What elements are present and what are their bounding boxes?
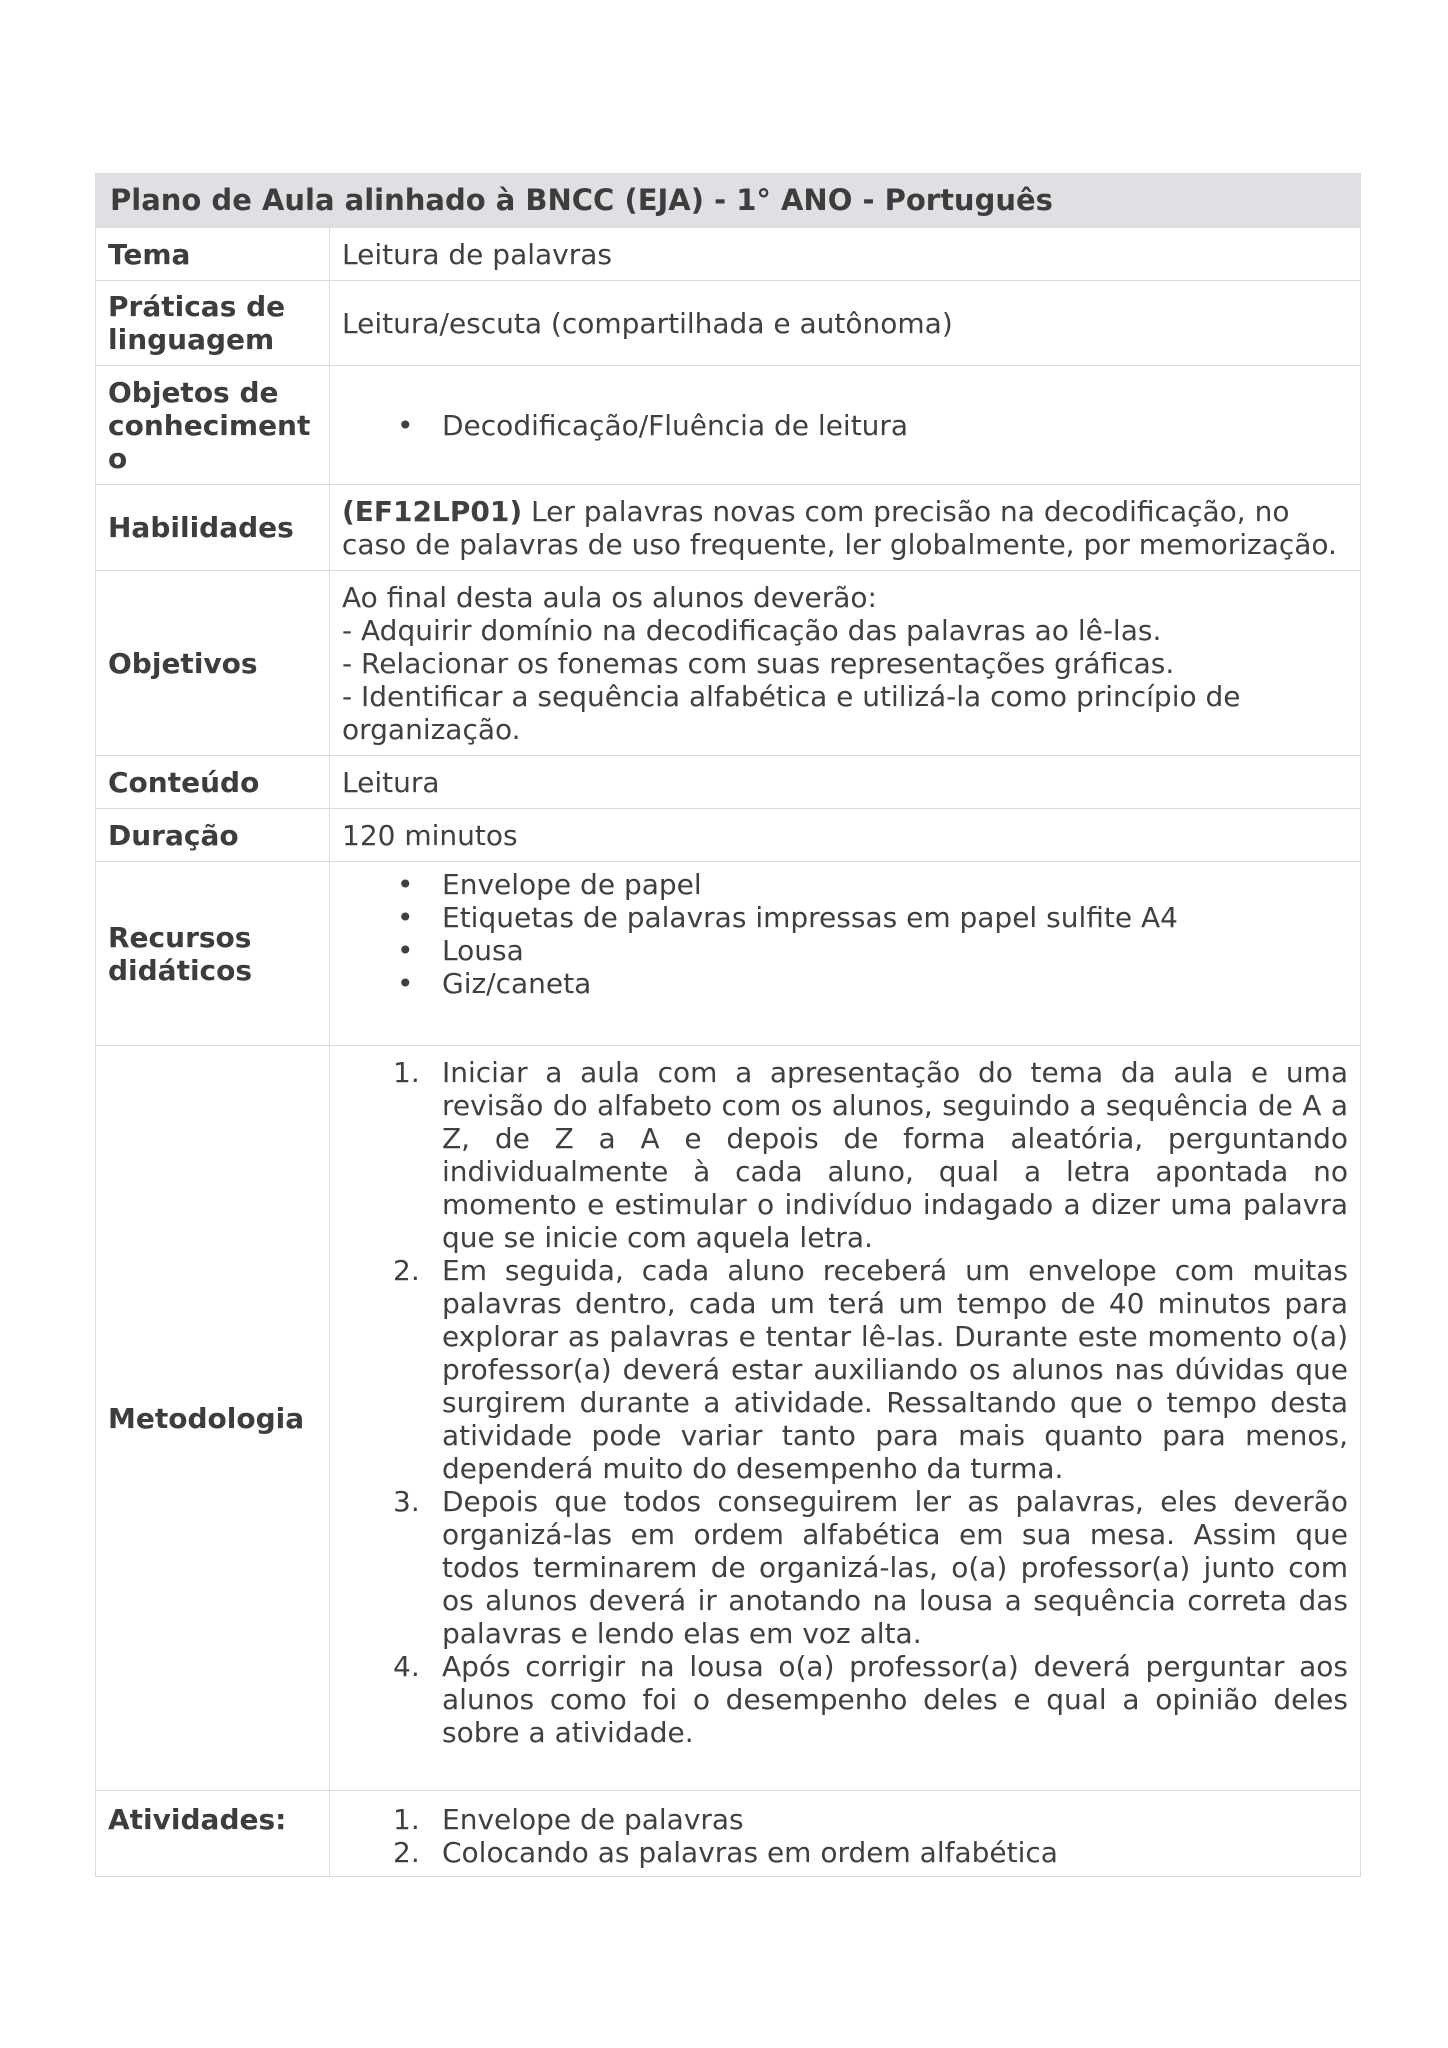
step-number: 2. [393,1836,420,1869]
recursos-list [342,868,1348,1000]
list-item [393,1803,1348,1836]
skill-code: (EF12LP01) [342,494,523,528]
table-header-row [96,174,1361,228]
row-value-praticas: Leitura/escuta (compartilhada e autônoma) [330,281,1361,366]
list-item: • Etiquetas de palavras impressas em papel sulfite A4 [442,901,1348,934]
row-duracao [96,809,1361,862]
step-text: Colocando as palavras em ordem alfabética [442,1836,1058,1869]
skill-text: Ler palavras novas com precisão na decodificação, no caso de palavras de uso frequente, ler globalmente, por memorização. [342,494,1337,561]
step-text: Iniciar a aula com a apresentação do tema da aula e uma revisão do alfabeto com os alunos, seguindo a sequência de A a Z, de Z a A e depois de forma aleatória, perguntando individualmente à cada aluno, qual a letra apontada no momento e estimular o indivíduo indagado a dizer uma palavra que se inicie com aquela letra. [442,1056,1348,1254]
objetos-list [342,409,1348,442]
objective-line: - Identificar a sequência alfabética e utilizá-la como princípio de organização. [342,679,1241,746]
row-value-recursos [330,862,1361,1046]
row-value-habilidades [330,485,1361,571]
row-value-metodologia [330,1046,1361,1791]
row-value-objetos [330,366,1361,485]
lesson-plan-table [95,173,1361,1877]
row-value-atividades [330,1791,1361,1877]
step-number: 1. [393,1056,420,1089]
list-item: • Envelope de papel [442,868,1348,901]
row-label-conteudo: Conteúdo [96,756,330,809]
row-habilidades [96,485,1361,571]
row-label-metodologia: Metodologia [96,1046,330,1791]
row-value-conteudo: Leitura [330,756,1361,809]
objective-line: - Adquirir domínio na decodificação das palavras ao lê-las. [342,613,1162,647]
row-label-habilidades: Habilidades [96,485,330,571]
step-text: Após corrigir na lousa o(a) professor(a) deverá perguntar aos alunos como foi o desempenho deles e qual a opinião deles sobre a atividade. [442,1650,1348,1749]
list-item [393,1485,1348,1650]
row-value-duracao: 120 minutos [330,809,1361,862]
step-number: 1. [393,1803,420,1836]
metodologia-list [342,1056,1348,1749]
row-conteudo [96,756,1361,809]
objective-line: - Relacionar os fonemas com suas representações gráficas. [342,646,1175,680]
row-objetos [96,366,1361,485]
row-label-objetivos: Objetivos [96,571,330,756]
row-label-tema: Tema [96,228,330,281]
row-praticas [96,281,1361,366]
row-label-objetos: Objetos de conheciment o [96,366,330,485]
list-item [393,1056,1348,1254]
row-metodologia [96,1046,1361,1791]
atividades-list [342,1803,1348,1869]
page-title: Plano de Aula alinhado à BNCC (EJA) - 1° ANO - Português [96,174,1361,228]
list-item: • Lousa [442,934,1348,967]
row-objetivos [96,571,1361,756]
step-text: Em seguida, cada aluno receberá um envelope com muitas palavras dentro, cada um terá um tempo de 40 minutos para explorar as palavras e tentar lê-las. Durante este momento o(a) professor(a) deverá estar auxiliando os alunos nas dúvidas que surgirem durante a atividade. Ressaltando que o tempo desta atividade pode variar tanto para mais quanto para menos, dependerá muito do desempenho da turma. [442,1254,1348,1485]
row-label-praticas: Práticas de linguagem [96,281,330,366]
list-item [393,1254,1348,1485]
step-number: 3. [393,1485,420,1518]
list-item [393,1650,1348,1749]
step-text: Envelope de palavras [442,1803,744,1836]
row-recursos [96,862,1361,1046]
objective-line: Ao final desta aula os alunos deverão: [342,580,877,614]
list-item: • Giz/caneta [442,967,1348,1000]
row-value-objetivos [330,571,1361,756]
row-atividades [96,1791,1361,1877]
step-text: Depois que todos conseguirem ler as palavras, eles deverão organizá-las em ordem alfabética em sua mesa. Assim que todos terminarem de organizá-las, o(a) professor(a) junto com os alunos deverá ir anotando na lousa a sequência correta das palavras e lendo elas em voz alta. [442,1485,1348,1650]
step-number: 2. [393,1254,420,1287]
row-label-recursos: Recursos didáticos [96,862,330,1046]
row-value-tema: Leitura de palavras [330,228,1361,281]
list-item [393,1836,1348,1869]
step-number: 4. [393,1650,420,1683]
row-label-atividades: Atividades: [96,1791,330,1877]
row-label-duracao: Duração [96,809,330,862]
row-tema [96,228,1361,281]
list-item: • Decodificação/Fluência de leitura [442,409,1348,442]
